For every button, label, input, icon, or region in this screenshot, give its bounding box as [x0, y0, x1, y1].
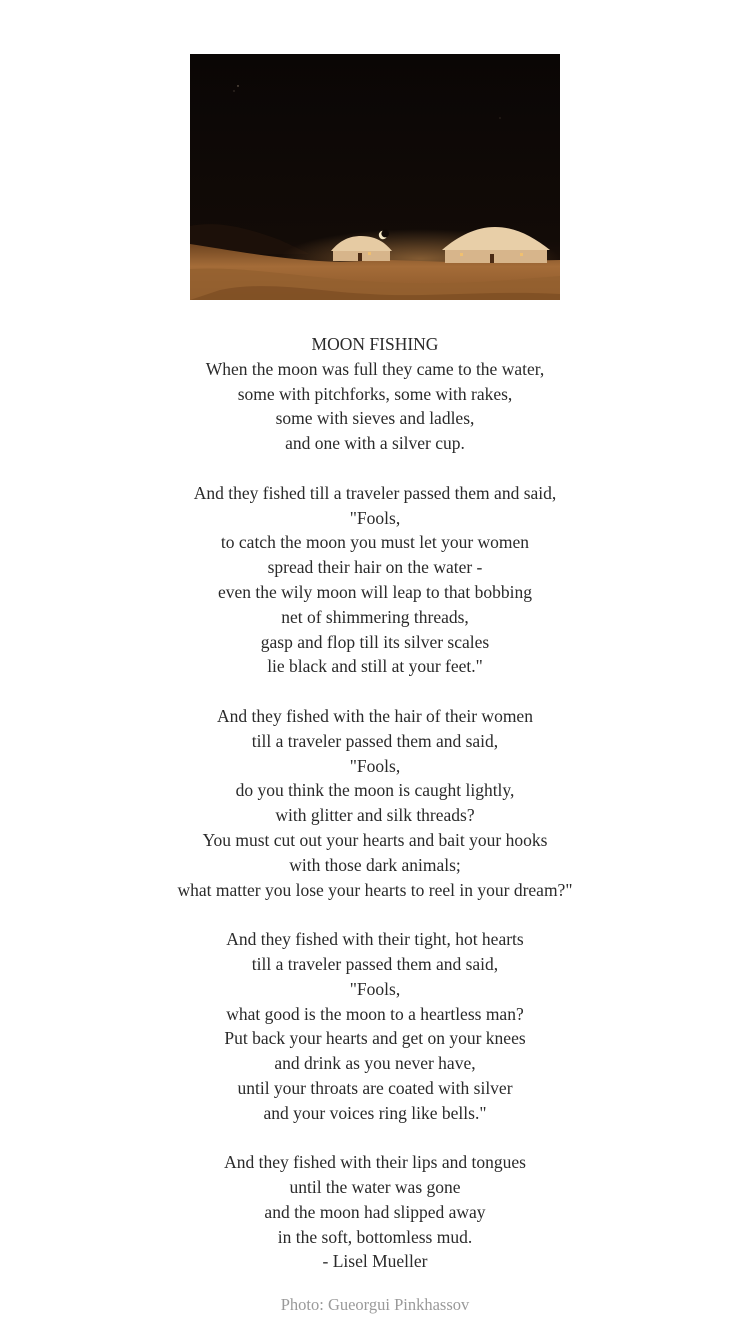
- poem-line: till a traveler passed them and said,: [251, 730, 499, 751]
- poem-line: till a traveler passed them and said,: [251, 953, 499, 974]
- poem-line: with those dark animals;: [289, 854, 461, 875]
- poem-line: And they fished till a traveler passed them and said,: [193, 482, 557, 503]
- poem-line: Put back your hearts and get on your knees: [224, 1028, 526, 1049]
- poem-line: until the water was gone: [289, 1177, 461, 1198]
- poem-line: And they fished with their lips and tongues: [224, 1152, 526, 1173]
- poem-line: and the moon had slipped away: [264, 1201, 486, 1222]
- poem-line: gasp and flop till its silver scales: [260, 631, 490, 652]
- poem-line: to catch the moon you must let your women: [220, 532, 530, 553]
- poem-author: - Lisel Mueller: [322, 1251, 428, 1272]
- stanza-break: [0, 456, 750, 481]
- poem: [0, 332, 750, 1274]
- poem-line: some with sieves and ladles,: [275, 408, 475, 429]
- poem-line: lie black and still at your feet.": [267, 656, 483, 677]
- stanza-break: [0, 902, 750, 927]
- poem-line: what good is the moon to a heartless man?: [226, 1003, 524, 1024]
- poem-line: spread their hair on the water -: [267, 557, 483, 578]
- poem-line: what matter you lose your hearts to reel in your dream?": [177, 879, 573, 900]
- poem-line: and your voices ring like bells.": [263, 1102, 487, 1123]
- night-landscape-photo: [190, 54, 560, 300]
- poem-line: do you think the moon is caught lightly,: [235, 780, 515, 801]
- poem-title: MOON FISHING: [311, 334, 439, 354]
- poem-line: even the wily moon will leap to that bobbing: [218, 581, 532, 602]
- poem-line: and one with a silver cup.: [285, 433, 465, 454]
- poem-line: and drink as you never have,: [274, 1053, 476, 1074]
- poem-line: in the soft, bottomless mud.: [277, 1226, 473, 1247]
- poem-line: And they fished with the hair of their women: [217, 705, 533, 726]
- poem-line: "Fools,: [349, 978, 401, 999]
- stanza-break: [0, 679, 750, 704]
- poem-line: some with pitchforks, some with rakes,: [237, 383, 513, 404]
- poem-line: You must cut out your hearts and bait your hooks: [202, 829, 548, 850]
- poem-line: until your throats are coated with silver: [237, 1077, 513, 1098]
- poem-line: "Fools,: [349, 755, 401, 776]
- poem-line: "Fools,: [349, 507, 401, 528]
- stanza-break: [0, 1126, 750, 1151]
- poem-line: with glitter and silk threads?: [275, 805, 475, 826]
- photo-credit: Photo: Gueorgui Pinkhassov: [280, 1295, 470, 1314]
- poem-line: When the moon was full they came to the water,: [205, 358, 545, 379]
- poem-line: net of shimmering threads,: [281, 606, 469, 627]
- poem-line: And they fished with their tight, hot hearts: [226, 929, 524, 950]
